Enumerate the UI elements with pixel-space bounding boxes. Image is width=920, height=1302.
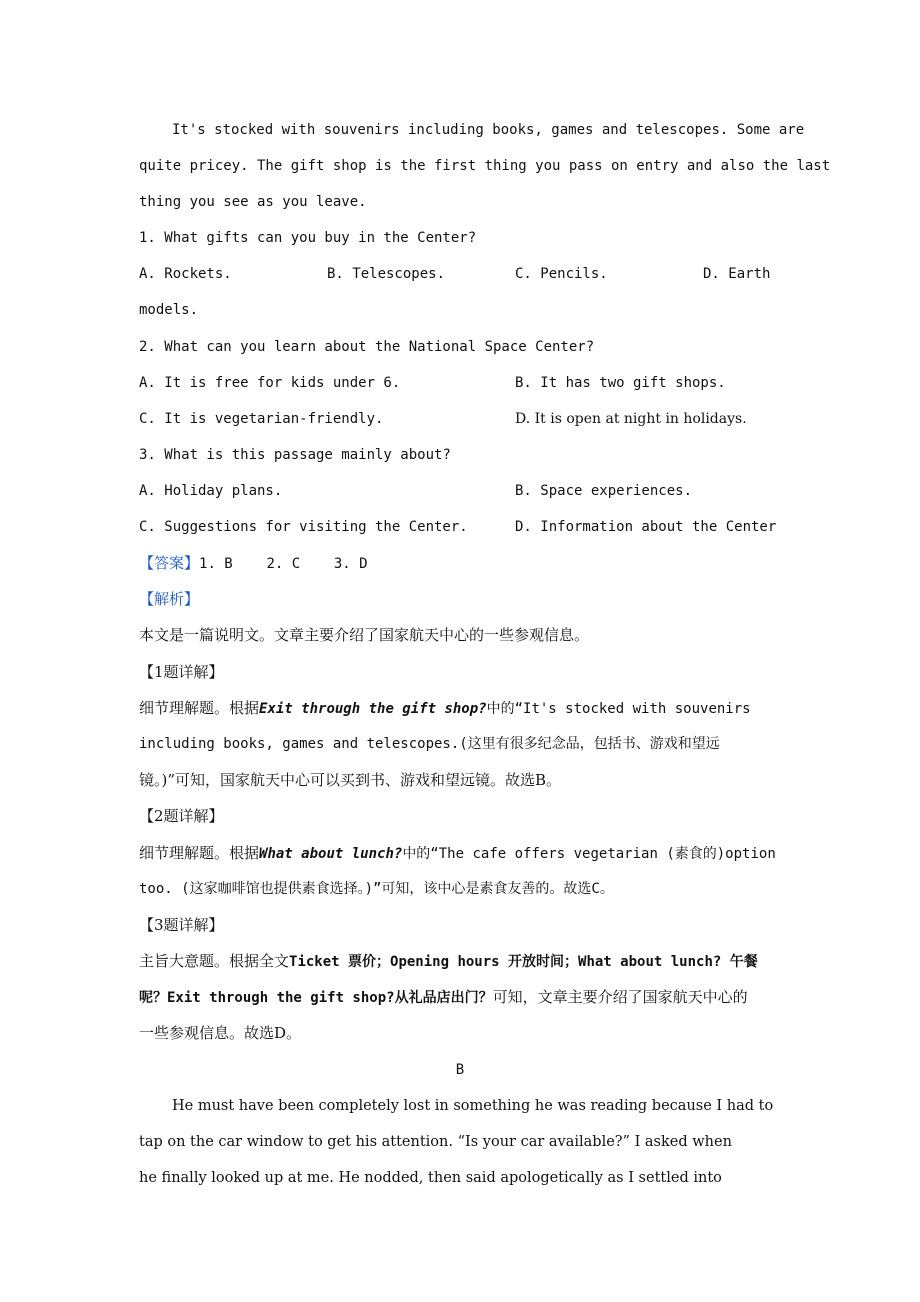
- passage-line: He must have been completely lost in something he was reading because I had to: [172, 1098, 774, 1114]
- option-b: B. Space experiences.: [515, 483, 693, 499]
- passage-line: It's stocked with souvenirs including books, games and telescopes. Some are: [172, 122, 805, 138]
- detail-italic: Exit through the gift shop?: [259, 701, 487, 717]
- detail-bold: 呢？Exit through the gift shop?从礼品店出门？: [139, 990, 493, 1006]
- detail-heading: 【1题详解】: [139, 663, 224, 681]
- option-b: B. It has two gift shops.: [515, 375, 726, 391]
- detail-line: [139, 698, 751, 719]
- detail-line: too. (这家咖啡馆也提供素食选择。)”可知，该中心是素食友善的。故选C。: [139, 881, 614, 897]
- option-c: C. Pencils.: [515, 266, 608, 282]
- option-a: A. Holiday plans.: [139, 483, 283, 499]
- detail-heading: 【2题详解】: [139, 807, 224, 825]
- option-c: C. Suggestions for visiting the Center.: [139, 519, 468, 535]
- section-label: B: [455, 1062, 465, 1078]
- detail-italic: What about lunch?: [259, 846, 403, 862]
- option-a: A. It is free for kids under 6.: [139, 375, 401, 391]
- question-stem: 1. What gifts can you buy in the Center?: [139, 230, 477, 246]
- answer-text: 1. B 2. C 3. D: [199, 556, 368, 572]
- detail-text: 中的“It's stocked with souvenirs: [486, 701, 751, 717]
- detail-text: 可知，文章主要介绍了国家航天中心的: [492, 988, 748, 1006]
- option-d: D. Earth: [703, 266, 771, 282]
- detail-line: 一些参观信息。故选D。: [139, 1024, 302, 1042]
- option-d: D. Information about the Center: [515, 519, 777, 535]
- detail-text: 细节理解题。根据: [139, 844, 260, 862]
- detail-text: 细节理解题。根据: [139, 699, 260, 717]
- detail-bold: Ticket 票价；Opening hours 开放时间；What about lunch? 午餐: [289, 954, 758, 970]
- option-d: D. It is open at night in holidays.: [515, 411, 747, 427]
- answer-tag: 【答案】: [139, 554, 200, 572]
- detail-line: [139, 987, 748, 1008]
- option-b: B. Telescopes.: [327, 266, 446, 282]
- detail-line: [139, 843, 776, 864]
- detail-text: 中的“The cafe offers vegetarian (素食的)option: [402, 846, 776, 862]
- detail-line: including books, games and telescopes.(这里有很多纪念品，包括书、游戏和望远: [139, 736, 720, 752]
- option-c: C. It is vegetarian-friendly.: [139, 411, 384, 427]
- passage-line: thing you see as you leave.: [139, 194, 367, 210]
- passage-line: tap on the car window to get his attention. “Is your car available?” I asked when: [139, 1134, 732, 1150]
- option-wrap: models.: [139, 302, 199, 318]
- detail-line: 镜。)”可知，国家航天中心可以买到书、游戏和望远镜。故选B。: [139, 771, 562, 789]
- question-stem: 2. What can you learn about the National Space Center?: [139, 339, 595, 355]
- analysis-tag: 【解析】: [139, 590, 200, 608]
- detail-text: 主旨大意题。根据全文: [139, 952, 290, 970]
- detail-heading: 【3题详解】: [139, 916, 224, 934]
- detail-line: [139, 951, 758, 972]
- analysis-summary: 本文是一篇说明文。文章主要介绍了国家航天中心的一些参观信息。: [139, 626, 590, 644]
- answer-line: [139, 553, 368, 574]
- question-stem: 3. What is this passage mainly about?: [139, 447, 451, 463]
- option-a: A. Rockets.: [139, 266, 232, 282]
- passage-line: quite pricey. The gift shop is the first thing you pass on entry and also the last: [139, 158, 831, 174]
- passage-line: he finally looked up at me. He nodded, then said apologetically as I settled into: [139, 1170, 722, 1186]
